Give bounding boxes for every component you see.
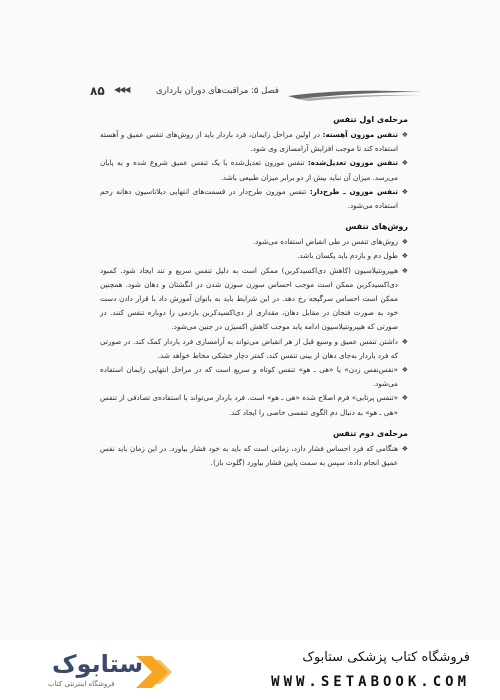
item-text: روش‌های تنفس در طی انقباض استفاده می‌شود. — [252, 237, 398, 247]
item-text: «تنفس پرتابی» فرم اصلاح شده «هی ـ هو» است. فرد باردار می‌تواند با استفاده‌ی تصادفی از تنفس «هی ـ هو» به دنبال دم الگوی تنفسی خاصی را ایجاد کند. — [100, 393, 398, 417]
list-item — [100, 185, 408, 213]
store-logo — [22, 648, 192, 694]
swoosh-decoration-icon — [288, 88, 422, 102]
footer-banner — [0, 640, 500, 700]
diamond-bullet-icon: ❖ — [401, 366, 408, 375]
diamond-bullet-icon: ❖ — [401, 337, 408, 346]
item-text: تنفس موزون تعدیل‌شده با یک تنفس عمیق شروع شده و به پایان می‌رسد. میزان آن نباید بیش از دو برابر میزان طبیعی باشد. — [100, 158, 398, 182]
logo-subtitle: فروشگاه اینترنتی کتاب — [48, 680, 115, 688]
page-header — [78, 82, 422, 104]
logo-wordmark: ستابوک — [52, 650, 144, 678]
bullet-list — [100, 128, 408, 213]
diamond-bullet-icon: ❖ — [401, 252, 408, 261]
diamond-bullet-icon: ❖ — [401, 159, 408, 168]
diamond-bullet-icon: ❖ — [401, 131, 408, 139]
term-label: تنفس موزون آهسته: — [322, 130, 398, 139]
diamond-bullet-icon: ❖ — [401, 394, 408, 403]
bullet-list — [100, 442, 408, 470]
list-item — [100, 235, 408, 249]
list-item — [100, 391, 408, 419]
section-title: مرحله‌ی اول تنفس — [333, 115, 408, 124]
item-text: هیپرونتیلاسیون (کاهش دی‌اکسیدکربن) ممکن است به دلیل تنفس سریع و تند ایجاد شود. کمبود دی‌اکسیدکربن ممکن است موجب احساس سوزن سوزن شدن در انگشتان و دهان شود. همچنین ممکن است احساس سرگیجه رخ دهد. در این شرایط باید به بانوان آموزش داد با قرار دادن دست خود به صورت فنجان در مقابل دهان، مقداری از دی‌اکسیدکربن بازدمی را دوباره تنفس کنند. در صورتی که هیپرونتیلاسیون ادامه یابد موجب کاهش اکسیژن در جنین می‌شود. — [100, 265, 398, 332]
diamond-bullet-icon: ❖ — [401, 187, 408, 196]
list-item — [100, 128, 408, 156]
list-item — [100, 442, 408, 470]
chapter-title: فصل ۵: مراقبت‌های دوران بارداری — [156, 86, 279, 96]
store-url-link[interactable]: WWW.SETABOOK.COM — [271, 674, 470, 690]
arrow-decoration-icon: ◀◀◀ — [114, 85, 130, 94]
list-item — [100, 156, 408, 184]
term-label: تنفس موزون تعدیل‌شده: — [307, 158, 399, 168]
page-content — [100, 112, 408, 470]
diamond-bullet-icon: ❖ — [401, 444, 408, 453]
bullet-list — [100, 235, 408, 420]
store-name: فروشگاه کتاب پزشکی ستابوک — [302, 650, 470, 665]
item-text: تنفس موزون طرح‌دار در قسمت‌های انتهایی دیلاتاسیون دهانه رحم استفاده می‌شود. — [100, 186, 398, 211]
diamond-bullet-icon: ❖ — [401, 266, 408, 275]
item-text: «نفس‌نفس زدن» یا «هی ـ هو» تنفس کوتاه و سریع است که در مراحل انتهایی زایمان استفاده می‌شود. — [100, 365, 398, 389]
list-item — [100, 335, 408, 363]
term-label: تنفس موزون ـ طرح‌دار: — [309, 186, 398, 196]
page-number: ۸۵ — [90, 84, 105, 98]
item-text: داشتن تنفس عمیق و وسیع قبل از هر انقباض می‌تواند به آرامسازی فرد باردار کمک کند. در صورتی که فرد باردار به‌جای دهان از بینی تنفس کند، کمتر دچار خشکی مخاط خواهد شد. — [100, 336, 398, 360]
section-title: مرحله‌ی دوم تنفس — [333, 428, 408, 438]
list-item — [100, 264, 408, 335]
list-item — [100, 249, 408, 263]
list-item — [100, 363, 408, 391]
diamond-bullet-icon: ❖ — [401, 238, 408, 247]
item-text: طول دم و بازدم باید یکسان باشد. — [297, 251, 398, 261]
item-text: در اولین مراحل زایمان، فرد باردار باید از روش‌های تنفس عمیق و آهسته استفاده کند تا موجب افزایش آرامسازی وی شود. — [100, 130, 398, 154]
section-title: روش‌های تنفس — [345, 222, 408, 232]
item-text: هنگامی که فرد احساس فشار دارد، زمانی است که باید به خود فشار بیاورد. در این زمان باید نفس عمیق انجام داده، سپس به سمت پایین فشار بیاورد (گلوت باز). — [100, 443, 398, 468]
